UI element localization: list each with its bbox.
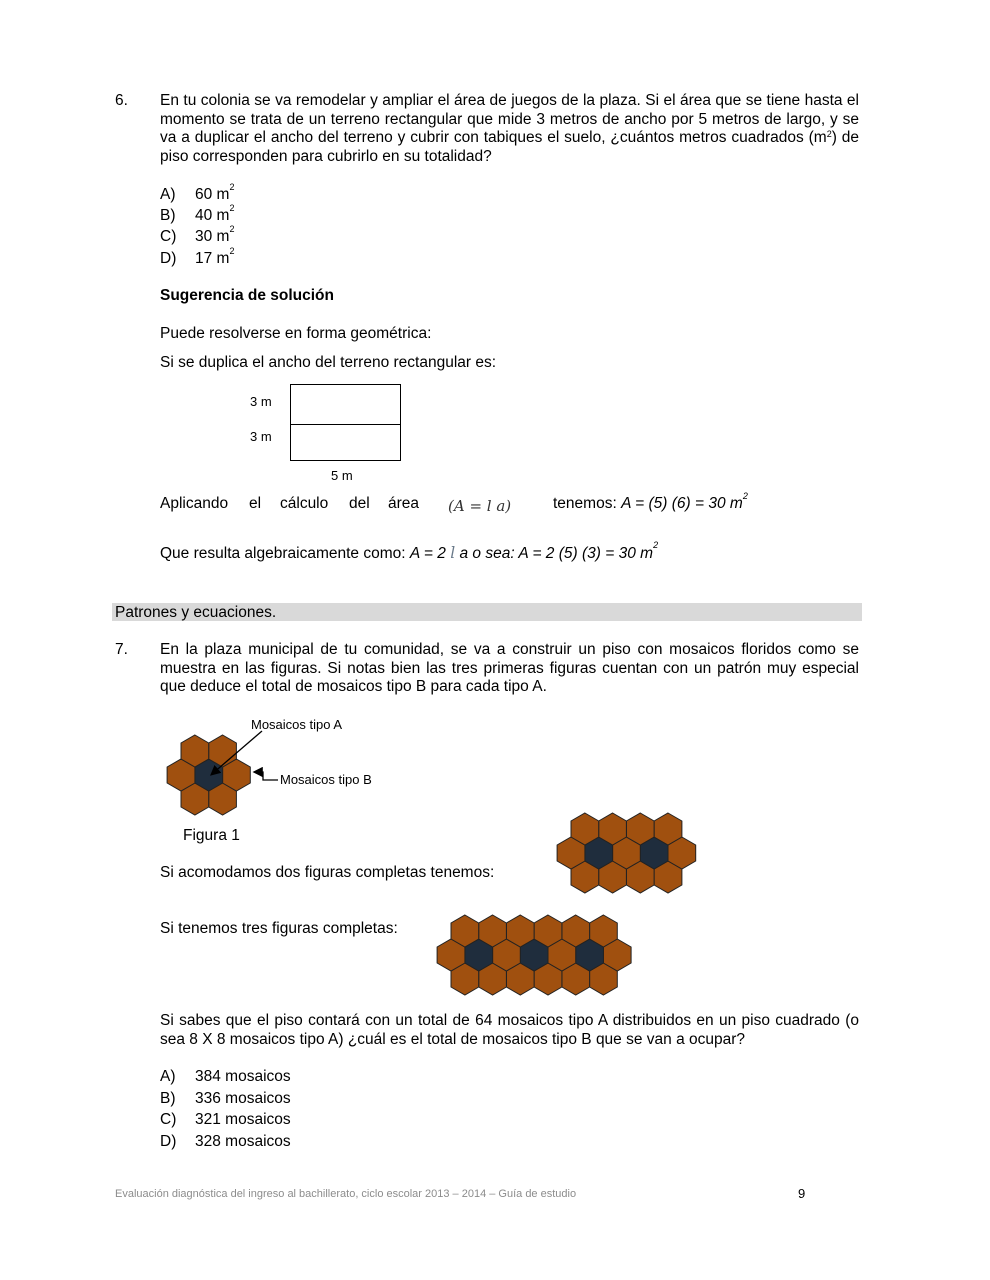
arrow-to-tile-b xyxy=(255,772,278,780)
q6-option-sup: 2 xyxy=(229,182,235,192)
q7-number: 7. xyxy=(115,641,128,658)
q6-text-sup: 2 xyxy=(826,129,832,139)
calc-word: el xyxy=(249,495,262,512)
q7-option-letter: B) xyxy=(160,1090,176,1107)
page-number: 9 xyxy=(798,1186,806,1201)
calc-word: área xyxy=(388,495,420,512)
label-mosaic-a: Mosaicos tipo A xyxy=(251,717,343,732)
q6-option-sup: 2 xyxy=(229,224,235,234)
section-title: Patrones y ecuaciones. xyxy=(115,604,277,621)
calc-word: cálculo xyxy=(280,495,329,512)
figure-1-caption: Figura 1 xyxy=(183,827,240,844)
three-figures-text: Si tenemos tres figuras completas: xyxy=(160,920,398,937)
q6-option-sup: 2 xyxy=(229,203,235,213)
q6-option-letter: D) xyxy=(160,250,177,267)
q6-text-end: ) de piso corresponden para cubrirlo en su totalidad? xyxy=(160,129,859,165)
q7-option-b[interactable] xyxy=(160,1090,291,1108)
q6-option-letter: A) xyxy=(160,186,176,203)
q7-option-c[interactable] xyxy=(160,1111,291,1129)
q6-text-main: En tu colonia se va remodelar y ampliar el área de juegos de la plaza. Si el área que se tiene hasta el momento se trata de un terreno rectangular que mide 3 metros de ancho por 5 metros de largo, y se va a duplicar el ancho del terreno y cubrir con tabiques el suelo, ¿cuántos metros cuadrados (m xyxy=(160,92,859,146)
q7-option-letter: D) xyxy=(160,1133,177,1150)
q7-option-a[interactable] xyxy=(160,1068,291,1086)
q6-option-value: 60 m xyxy=(195,186,230,203)
q7-text: En la plaza municipal de tu comunidad, se va a construir un piso con mosaicos floridos como se muestra en las figuras. Si notas bien las tres primeras figuras cuentan con un patrón muy especial que deduce el total de mosaicos tipo B para cada tipo A. xyxy=(160,641,859,695)
diagram-label-top: 3 m xyxy=(250,394,272,409)
algebra-a: A = 2 xyxy=(409,545,451,562)
calc-word: Aplicando xyxy=(160,495,229,512)
q6-option-value: 40 m xyxy=(195,207,230,224)
q7-question: Si sabes que el piso contará con un total de 64 mosaicos tipo A distribuidos en un piso cuadrado (o sea 8 X 8 mosaicos tipo A) ¿cuál es el total de mosaicos tipo B que se van a ocupar? xyxy=(160,1012,859,1048)
hint-title: Sugerencia de solución xyxy=(160,287,334,304)
q7-option-value: 321 mosaicos xyxy=(195,1111,291,1128)
label-mosaic-b: Mosaicos tipo B xyxy=(280,772,372,787)
q6-option-sup: 2 xyxy=(229,246,235,256)
algebra-prefix: Que resulta algebraicamente como: xyxy=(160,545,410,562)
q7-option-letter: C) xyxy=(160,1111,177,1128)
algebra-l: l xyxy=(450,544,456,562)
q6-option-value: 30 m xyxy=(195,228,230,245)
q6-number: 6. xyxy=(115,92,128,109)
q6-option-letter: C) xyxy=(160,228,177,245)
diagram-label-bottom: 3 m xyxy=(250,429,272,444)
diagram-label-width: 5 m xyxy=(331,468,353,483)
algebra-sup: 2 xyxy=(653,540,659,550)
area-formula: (A = l a) xyxy=(448,497,512,515)
q7-option-value: 336 mosaicos xyxy=(195,1090,291,1107)
calc-word: del xyxy=(349,495,370,512)
calc-result-value: A = (5) (6) = 30 m xyxy=(621,495,743,512)
q7-option-value: 328 mosaicos xyxy=(195,1133,291,1150)
calc-result-prefix: tenemos: xyxy=(553,495,622,512)
q6-option-letter: B) xyxy=(160,207,176,224)
footer-text: Evaluación diagnóstica del ingreso al bachillerato, ciclo escolar 2013 – 2014 – Guía de estudio xyxy=(115,1188,577,1200)
two-figures-text: Si acomodamos dos figuras completas tenemos: xyxy=(160,864,495,881)
algebra-rest: a o sea: A = 2 (5) (3) = 30 m xyxy=(455,545,654,562)
hint-line-2: Si se duplica el ancho del terreno rectangular es: xyxy=(160,354,497,371)
hint-line-1: Puede resolverse en forma geométrica: xyxy=(160,325,432,342)
q7-option-value: 384 mosaicos xyxy=(195,1068,291,1085)
q7-option-d[interactable] xyxy=(160,1133,291,1151)
q7-option-letter: A) xyxy=(160,1068,176,1085)
q6-option-value: 17 m xyxy=(195,250,230,267)
calc-result-sup: 2 xyxy=(742,491,748,501)
